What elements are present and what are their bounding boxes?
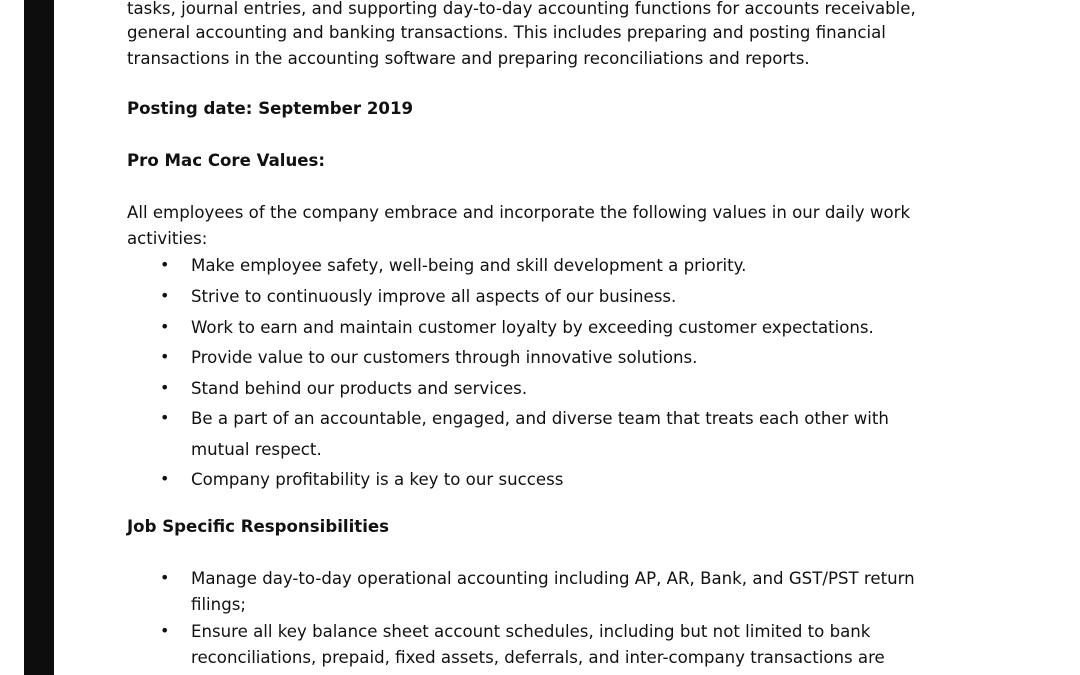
- bullet-glyph: •: [160, 469, 170, 488]
- core-value-item-7: Company profitability is a key to our success: [191, 470, 564, 489]
- bullet-glyph: •: [160, 347, 170, 366]
- posting-date: Posting date: September 2019: [127, 99, 414, 118]
- core-values-intro-2: activities:: [127, 229, 208, 248]
- responsibilities-heading: Job Specific Responsibilities: [127, 517, 390, 536]
- bullet-glyph: •: [160, 286, 170, 305]
- core-values-intro-1: All employees of the company embrace and incorporate the following values in our daily work: [127, 203, 911, 222]
- core-value-item-6: Be a part of an accountable, engaged, and diverse team that treats each other with: [191, 409, 889, 428]
- bullet-glyph: •: [160, 408, 170, 427]
- core-value-item-5: Stand behind our products and services.: [191, 379, 528, 398]
- bullet-glyph: •: [160, 568, 170, 587]
- responsibility-item-1-cont: filings;: [191, 595, 246, 614]
- left-edge-bar: [24, 0, 54, 675]
- bullet-glyph: •: [160, 621, 170, 640]
- core-value-item-2: Strive to continuously improve all aspects of our business.: [191, 287, 677, 306]
- intro-line-3: transactions in the accounting software and preparing reconciliations and reports.: [127, 49, 810, 68]
- intro-line-1: tasks, journal entries, and supporting day-to-day accounting functions for accounts receivable,: [127, 0, 916, 18]
- responsibility-item-1: Manage day-to-day operational accounting including AP, AR, Bank, and GST/PST return: [191, 569, 915, 588]
- intro-line-2: general accounting and banking transactions. This includes preparing and posting financial: [127, 23, 886, 42]
- core-value-item-1: Make employee safety, well-being and skill development a priority.: [191, 256, 747, 275]
- responsibility-item-2-cont: reconciliations, prepaid, fixed assets, deferrals, and inter-company transactions are: [191, 648, 885, 667]
- core-values-heading: Pro Mac Core Values:: [127, 151, 326, 170]
- bullet-glyph: •: [160, 378, 170, 397]
- bullet-glyph: •: [160, 317, 170, 336]
- core-value-item-4: Provide value to our customers through innovative solutions.: [191, 348, 698, 367]
- core-value-item-3: Work to earn and maintain customer loyalty by exceeding customer expectations.: [191, 318, 874, 337]
- core-value-item-6-cont: mutual respect.: [191, 440, 322, 459]
- responsibility-item-2: Ensure all key balance sheet account schedules, including but not limited to bank: [191, 622, 871, 641]
- bullet-glyph: •: [160, 255, 170, 274]
